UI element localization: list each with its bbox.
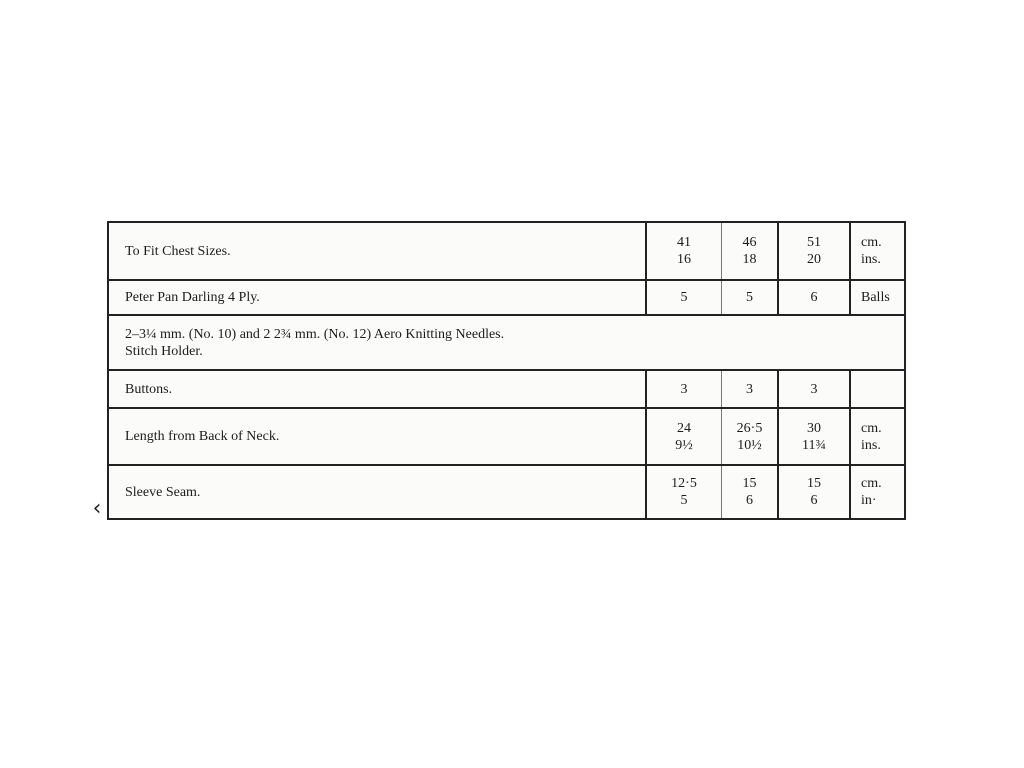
size-2-cell xyxy=(721,281,777,314)
value-ins: 9½ xyxy=(675,437,693,453)
unit-cm: cm. xyxy=(861,235,882,250)
value-cm: 24 xyxy=(677,420,691,436)
unit-balls: Balls xyxy=(861,290,890,305)
size-1-cell xyxy=(645,223,721,279)
value-cm: 51 xyxy=(807,235,821,250)
value-balls: 5 xyxy=(680,290,688,305)
size-1-cell xyxy=(645,371,721,407)
size-2-cell xyxy=(721,223,777,279)
unit-ins: in· xyxy=(861,493,877,508)
value-cm: 15 xyxy=(807,476,821,491)
table-row-buttons xyxy=(109,371,904,409)
unit-cell xyxy=(849,223,906,279)
row-label xyxy=(109,466,645,518)
size-3-cell xyxy=(777,223,849,279)
row-label-text: Sleeve Seam. xyxy=(125,484,201,500)
row-label xyxy=(109,409,645,464)
unit-ins: ins. xyxy=(861,437,881,453)
value-balls: 5 xyxy=(746,290,753,305)
table-row-yarn xyxy=(109,281,904,316)
needles-text: 2–3¼ mm. (No. 10) and 2 2¾ mm. (No. 12) Aero Knitting Needles. xyxy=(125,326,505,342)
value-count: 3 xyxy=(680,381,688,397)
unit-ins: ins. xyxy=(861,252,881,267)
unit-cell xyxy=(849,409,906,464)
size-2-cell xyxy=(721,466,777,518)
value-ins: 6 xyxy=(746,493,753,508)
size-3-cell xyxy=(777,409,849,464)
value-cm: 41 xyxy=(677,235,691,250)
value-count: 3 xyxy=(810,381,818,397)
value-ins: 20 xyxy=(807,252,821,267)
table-row-needles xyxy=(109,316,904,371)
unit-cell xyxy=(849,371,906,407)
unit-cm: cm. xyxy=(861,420,882,436)
row-label-text: Buttons. xyxy=(125,381,173,397)
row-label xyxy=(109,371,645,407)
value-count: 3 xyxy=(746,381,753,397)
value-ins: 5 xyxy=(680,493,688,508)
table-row-sleeve-seam xyxy=(109,466,904,518)
value-cm: 26·5 xyxy=(736,420,763,436)
unit-cell xyxy=(849,281,906,314)
value-cm: 30 xyxy=(807,420,821,436)
size-2-cell xyxy=(721,409,777,464)
value-cm: 46 xyxy=(742,235,757,250)
unit-cell xyxy=(849,466,906,518)
size-1-cell xyxy=(645,409,721,464)
knitting-requirements-table xyxy=(107,221,906,520)
value-cm: 12·5 xyxy=(671,476,697,491)
row-label-text: Length from Back of Neck. xyxy=(125,429,280,444)
value-balls: 6 xyxy=(810,290,818,305)
row-label xyxy=(109,223,645,279)
table-row-length xyxy=(109,409,904,466)
size-2-cell xyxy=(721,371,777,407)
chevron-left-icon[interactable]: ‹ xyxy=(92,496,102,521)
size-1-cell xyxy=(645,466,721,518)
size-3-cell xyxy=(777,371,849,407)
table-row-chest-sizes xyxy=(109,223,904,281)
value-ins: 11¾ xyxy=(802,437,826,453)
value-ins: 6 xyxy=(810,493,818,508)
stitch-holder-text: Stitch Holder. xyxy=(125,343,203,359)
value-ins: 18 xyxy=(742,252,757,267)
value-ins: 16 xyxy=(677,252,691,267)
size-3-cell xyxy=(777,281,849,314)
value-ins: 10½ xyxy=(737,437,762,453)
needles-cell xyxy=(109,316,904,369)
size-3-cell xyxy=(777,466,849,518)
unit-cm: cm. xyxy=(861,476,882,491)
row-label-text: To Fit Chest Sizes. xyxy=(125,243,231,259)
value-cm: 15 xyxy=(742,476,757,491)
row-label-text: Peter Pan Darling 4 Ply. xyxy=(125,290,260,305)
row-label xyxy=(109,281,645,314)
size-1-cell xyxy=(645,281,721,314)
